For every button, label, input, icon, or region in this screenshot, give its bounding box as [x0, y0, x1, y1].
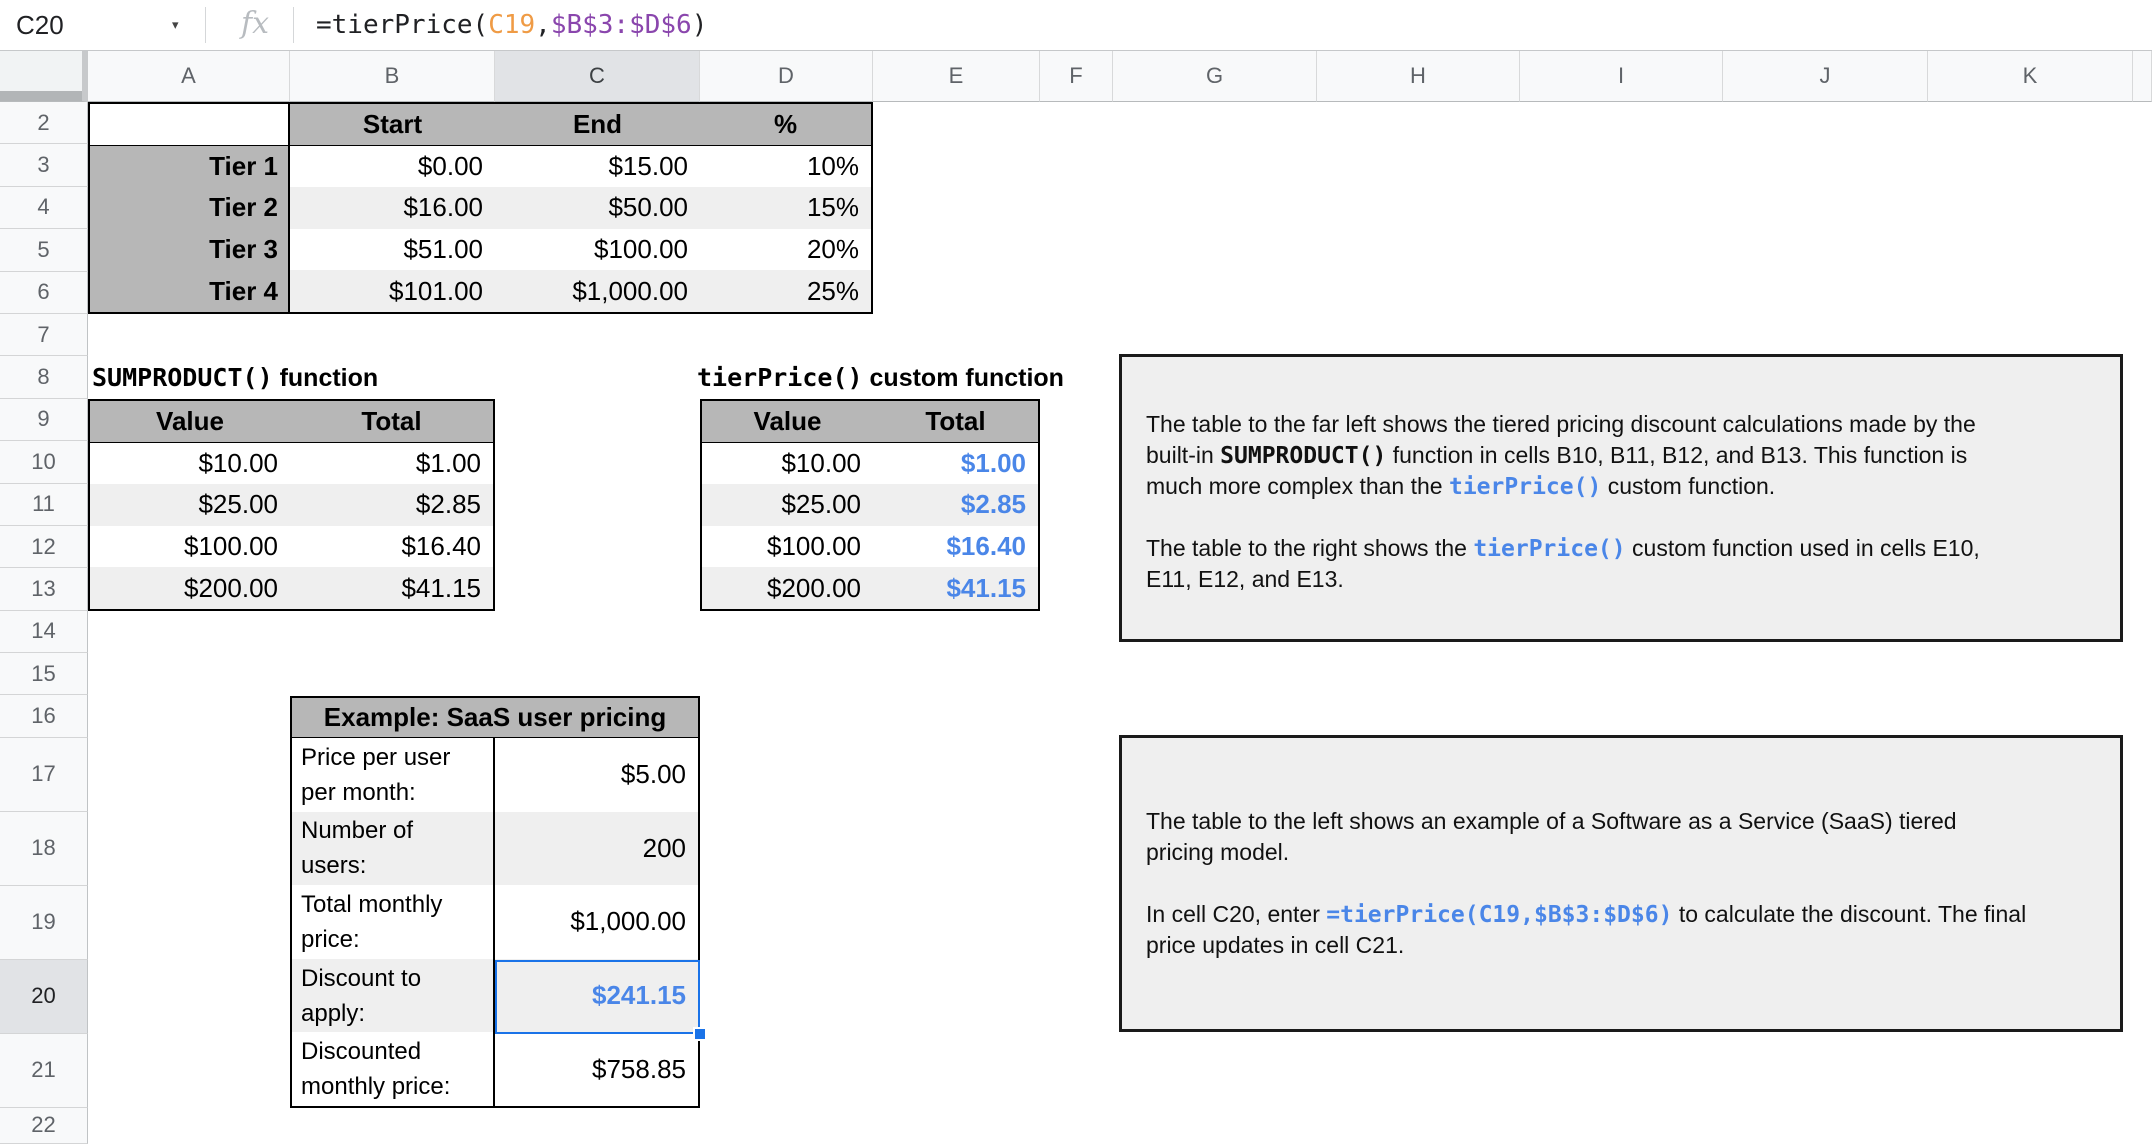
note-text: The table to the right shows the — [1146, 535, 1474, 561]
column-header-D[interactable]: D — [700, 51, 873, 102]
cell-A3[interactable]: Tier 1 — [90, 146, 290, 188]
cell-E12[interactable]: $16.40 — [946, 531, 1026, 562]
note-line — [1146, 930, 2096, 961]
note-text: E11, E12, and E13. — [1146, 566, 1344, 592]
row-header-11[interactable]: 11 — [0, 484, 88, 526]
column-header-E[interactable]: E — [873, 51, 1040, 102]
column-header-I[interactable]: I — [1520, 51, 1723, 102]
cell-A2[interactable] — [90, 104, 290, 146]
note-text: In cell C20, enter — [1146, 901, 1327, 927]
formula-segment: , — [535, 10, 551, 40]
row-header-3[interactable]: 3 — [0, 144, 88, 186]
cell-A9[interactable]: Value — [90, 401, 290, 443]
cell-B10[interactable]: $1.00 — [415, 447, 481, 478]
fill-handle[interactable] — [693, 1027, 707, 1041]
row-header-10[interactable]: 10 — [0, 441, 88, 483]
cell-B12[interactable]: $16.40 — [401, 531, 481, 562]
name-box[interactable] — [0, 0, 204, 50]
cell-C2[interactable]: End — [495, 104, 700, 146]
formula-segment: =tierPrice( — [316, 10, 489, 40]
row-header-12[interactable]: 12 — [0, 526, 88, 568]
tierprice-title-code: tierPrice() — [697, 363, 863, 392]
cell-D11[interactable]: $25.00 — [702, 484, 873, 526]
cell-A10[interactable]: $10.00 — [198, 447, 278, 478]
row-header-6[interactable]: 6 — [0, 272, 88, 314]
cell-B2[interactable]: Start — [290, 104, 495, 146]
cell-E10[interactable]: $1.00 — [960, 447, 1026, 478]
note-line — [1146, 533, 2096, 564]
column-header-K[interactable]: K — [1928, 51, 2133, 102]
cell-A11[interactable]: $25.00 — [90, 484, 290, 526]
label-line: Discount to — [301, 964, 422, 992]
divider — [205, 7, 206, 43]
tierprice-table — [700, 399, 1040, 611]
cell-A12[interactable]: $100.00 — [184, 531, 278, 562]
row-header-17[interactable]: 17 — [0, 738, 88, 812]
column-header-partial — [2133, 51, 2152, 102]
note-line — [1146, 806, 2096, 837]
fx-icon: fx — [240, 6, 270, 41]
note-text: custom function used in cells E10, — [1625, 535, 1980, 561]
inline-code: tierPrice() — [1448, 474, 1602, 500]
note-text: custom function. — [1601, 473, 1776, 499]
label-line: Number of — [301, 817, 414, 845]
column-header-B[interactable]: B — [290, 51, 495, 102]
row-header-22[interactable]: 22 — [0, 1108, 88, 1144]
formula-input[interactable] — [316, 0, 707, 50]
column-header-H[interactable]: H — [1317, 51, 1520, 102]
cell-B16[interactable]: Example: SaaS user pricing — [292, 698, 698, 738]
note-line — [1146, 564, 2096, 595]
row-header-16[interactable]: 16 — [0, 695, 88, 737]
cell-A6[interactable]: Tier 4 — [90, 270, 290, 312]
row-header-19[interactable]: 19 — [0, 886, 88, 960]
row-header-4[interactable]: 4 — [0, 187, 88, 229]
cell-C20[interactable]: $241.15 — [495, 959, 698, 1033]
column-headers — [88, 51, 2152, 102]
label-line: apply: — [301, 999, 366, 1027]
column-header-J[interactable]: J — [1723, 51, 1928, 102]
tier-pricing-table — [88, 102, 873, 314]
label-line: Total monthly — [301, 890, 443, 918]
cell-D9[interactable]: Value — [702, 401, 873, 443]
cell-B18[interactable] — [292, 812, 495, 886]
row-header-13[interactable]: 13 — [0, 568, 88, 610]
cell-D12[interactable]: $100.00 — [767, 531, 861, 562]
cell-C3[interactable]: $15.00 — [608, 150, 688, 181]
label-line: per month: — [301, 778, 416, 806]
note-line — [1146, 837, 2096, 868]
row-header-14[interactable]: 14 — [0, 611, 88, 653]
cell-B11[interactable]: $2.85 — [290, 484, 493, 526]
note-text: built-in — [1146, 442, 1221, 468]
cell-B17[interactable] — [292, 738, 495, 812]
note-line — [1146, 502, 2096, 533]
sumproduct-table — [88, 399, 495, 611]
sumproduct-title-code: SUMPRODUCT() — [92, 363, 273, 392]
cell-D6[interactable]: 25% — [700, 270, 871, 312]
cell-C4[interactable]: $50.00 — [495, 187, 700, 229]
cell-B4[interactable]: $16.00 — [290, 187, 495, 229]
inline-code: =tierPrice(C19,$B$3:$D$6) — [1326, 902, 1673, 928]
sumproduct-title[interactable] — [92, 356, 378, 399]
cell-B19[interactable] — [292, 885, 495, 959]
label-line: Discounted — [301, 1038, 422, 1066]
column-header-C[interactable]: C — [495, 51, 700, 102]
cell-E11[interactable]: $2.85 — [873, 484, 1038, 526]
cell-B13[interactable]: $41.15 — [290, 567, 493, 609]
column-header-G[interactable]: G — [1113, 51, 1317, 102]
note-box-2[interactable] — [1119, 735, 2123, 1032]
row-header-7[interactable]: 7 — [0, 314, 88, 356]
column-header-A[interactable]: A — [88, 51, 290, 102]
formula-segment: C19 — [488, 10, 536, 40]
cell-D13[interactable]: $200.00 — [702, 567, 873, 609]
cell-D3[interactable]: 10% — [806, 150, 859, 181]
formula-bar — [0, 0, 2152, 51]
note-line — [1146, 471, 2096, 502]
select-all-corner[interactable] — [0, 51, 88, 102]
row-header-20[interactable]: 20 — [0, 960, 88, 1034]
column-header-F[interactable]: F — [1040, 51, 1113, 102]
label-line: Price per user — [301, 743, 451, 771]
formula-segment: ) — [691, 10, 708, 40]
inline-code: SUMPRODUCT() — [1220, 443, 1387, 469]
saas-pricing-table — [290, 696, 700, 1108]
cell-D5[interactable]: 20% — [806, 234, 859, 265]
row-header-18[interactable]: 18 — [0, 812, 88, 886]
cell-C6[interactable]: $1,000.00 — [495, 270, 700, 312]
note-line — [1146, 868, 2096, 899]
cell-D4[interactable]: 15% — [700, 187, 871, 229]
note-text: to calculate the discount. The final — [1672, 901, 2027, 927]
row-header-2[interactable]: 2 — [0, 102, 88, 144]
cell-B21[interactable] — [292, 1032, 495, 1106]
row-header-5[interactable]: 5 — [0, 229, 88, 271]
note-box-1[interactable] — [1119, 354, 2123, 642]
row-header-9[interactable]: 9 — [0, 399, 88, 441]
note-text: price updates in cell C21. — [1146, 932, 1405, 958]
note-line — [1146, 440, 2096, 471]
formula-segment: $B$3:$D$6 — [550, 10, 692, 40]
inline-code: tierPrice() — [1473, 536, 1626, 562]
row-header-15[interactable]: 15 — [0, 653, 88, 695]
cell-C19[interactable]: $1,000.00 — [570, 906, 686, 937]
cell-C5[interactable]: $100.00 — [594, 234, 688, 265]
cell-B20[interactable] — [292, 959, 495, 1033]
cell-C18[interactable]: 200 — [495, 812, 698, 886]
cell-B5[interactable]: $51.00 — [403, 234, 483, 265]
note-text: much more complex than the — [1146, 473, 1449, 499]
chevron-down-icon[interactable]: ▾ — [172, 17, 179, 32]
label-line: monthly price: — [301, 1073, 451, 1101]
cell-D10[interactable]: $10.00 — [781, 447, 861, 478]
cell-E9[interactable]: Total — [873, 401, 1038, 443]
cell-B6[interactable]: $101.00 — [290, 270, 495, 312]
note-text: function in cells B10, B11, B12, and B13. This function is — [1386, 442, 1968, 468]
cell-D2[interactable]: % — [700, 104, 871, 146]
row-header-8[interactable]: 8 — [0, 356, 88, 398]
note-line — [1146, 899, 2096, 930]
row-headers — [0, 102, 88, 1144]
label-line: users: — [301, 852, 367, 880]
cell-B9[interactable]: Total — [290, 401, 493, 443]
cell-A13[interactable]: $200.00 — [90, 567, 290, 609]
cell-A5[interactable]: Tier 3 — [90, 229, 290, 271]
tierprice-title-rest: custom function — [862, 364, 1064, 392]
row-header-21[interactable]: 21 — [0, 1034, 88, 1108]
note-text: The table to the far left shows the tiered pricing discount calculations made by the — [1146, 411, 1976, 437]
tierprice-title[interactable] — [697, 356, 1064, 399]
cell-C17[interactable]: $5.00 — [620, 759, 686, 790]
cell-C21[interactable]: $758.85 — [592, 1053, 686, 1084]
cell-A4[interactable]: Tier 2 — [90, 187, 290, 229]
cell-E13[interactable]: $41.15 — [873, 567, 1038, 609]
note-text: The table to the left shows an example of a Software as a Service (SaaS) tiered — [1146, 808, 1957, 834]
cell-B3[interactable]: $0.00 — [417, 150, 483, 181]
cell-reference: C20 — [16, 10, 64, 40]
note-text: pricing model. — [1146, 839, 1290, 865]
label-line: price: — [301, 925, 360, 953]
sumproduct-title-rest: function — [272, 364, 379, 392]
divider — [293, 7, 294, 43]
note-line — [1146, 409, 2096, 440]
